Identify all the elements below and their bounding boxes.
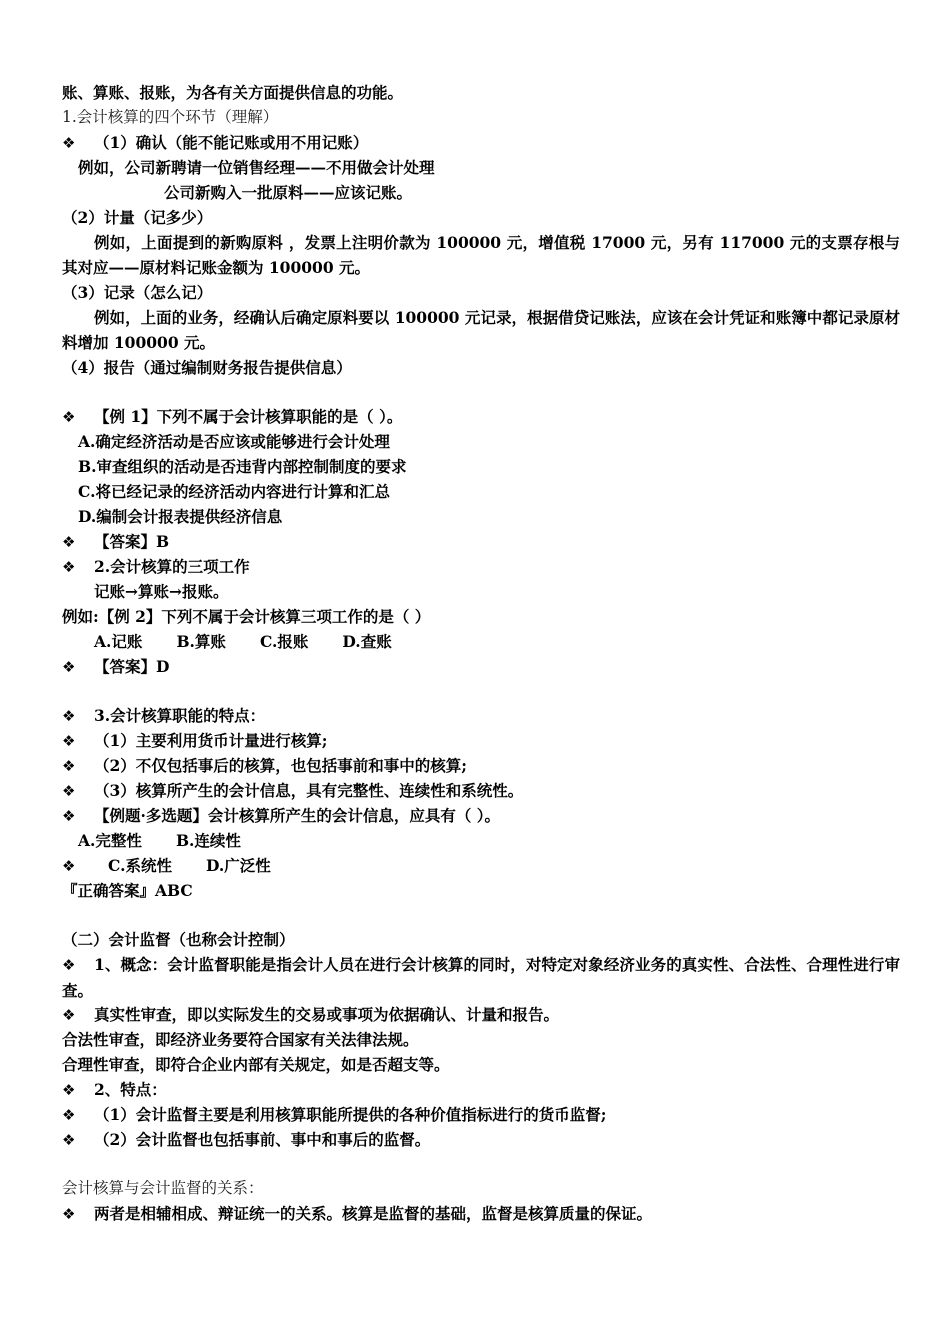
paragraph: 例如，上面提到的新购原料 ，发票上注明价款为 100000 元，增值税 17000 元，另有 117000 元的支票存根与其对应——原材料记账金额为 100000 元。 [62,233,900,277]
option: A.完整性 [78,831,142,850]
option: D.查账 [342,632,392,651]
section-heading: 会计核算与会计监督的关系： [62,1179,264,1197]
paragraph: 例如:【例 2】下列不属于会计核算三项工作的是（ ） [62,607,431,626]
list-item-text: 【例题·多选题】会计核算所产生的会计信息，应具有（ ）。 [94,806,501,825]
paragraph: （4）报告（通过编制财务报告提供信息） [62,358,352,377]
list-item [62,778,900,803]
list-item [62,404,900,429]
list-item [62,654,900,679]
list-item [62,952,900,1003]
list-item-text: 1、概念：会计监督职能是指会计人员在进行会计核算的同时，对特定对象经济业务的真实性、合法性、合理性进行审查。 [62,955,900,1000]
list-item-text: （2）会计监督也包括事前、事中和事后的监督。 [94,1130,431,1149]
option: C.报账 [259,632,309,651]
paragraph: 记账→算账→报账。 [94,582,229,601]
diamond-bullet-icon: ❖ [62,134,76,152]
answer-text: 【答案】D [94,657,170,676]
list-item-text: 2.会计核算的三项工作 [94,557,250,576]
list-item-text: 2、特点： [94,1080,167,1099]
diamond-bullet-icon: ❖ [62,533,76,551]
diamond-bullet-icon: ❖ [62,658,76,676]
diamond-bullet-icon: ❖ [62,956,76,974]
diamond-bullet-icon: ❖ [62,1205,76,1223]
diamond-bullet-icon: ❖ [62,1081,76,1099]
list-item [62,1077,900,1102]
option: B.审查组织的活动是否违背内部控制制度的要求 [78,457,407,476]
paragraph: 账、算账、报账，为各有关方面提供信息的功能。 [62,83,404,102]
list-item-text: （3）核算所产生的会计信息，具有完整性、连续性和系统性。 [94,781,524,800]
list-item [62,554,900,579]
list-item-text: （1）确认（能不能记账或用不用记账） [94,133,369,152]
option: D.编制会计报表提供经济信息 [78,507,283,526]
option: C.系统性 [108,856,172,875]
diamond-bullet-icon: ❖ [62,707,76,725]
diamond-bullet-icon: ❖ [62,782,76,800]
list-item [62,1102,900,1127]
diamond-bullet-icon: ❖ [62,1106,76,1124]
list-item-text: （1）会计监督主要是利用核算职能所提供的各种价值指标进行的货币监督; [94,1105,607,1124]
list-item [62,803,900,828]
list-item-text: （1）主要利用货币计量进行核算; [94,731,328,750]
section-heading: 1.会计核算的四个环节（理解） [62,108,279,126]
diamond-bullet-icon: ❖ [62,1006,76,1024]
diamond-bullet-icon: ❖ [62,1131,76,1149]
option: A.确定经济活动是否应该或能够进行会计处理 [78,432,390,451]
paragraph: 例如，公司新聘请一位销售经理——不用做会计处理 [78,158,435,177]
section-heading: （二）会计监督（也称会计控制） [62,930,295,949]
diamond-bullet-icon: ❖ [62,807,76,825]
list-item [62,753,900,778]
list-item-text: 3.会计核算职能的特点： [94,706,266,725]
list-item-text: 真实性审查，即以实际发生的交易或事项为依据确认、计量和报告。 [94,1005,560,1024]
list-item [62,853,900,878]
list-item-text: 【例 1】下列不属于会计核算职能的是（ ）。 [94,407,403,426]
options-row [78,828,900,853]
diamond-bullet-icon: ❖ [62,857,76,875]
answer-text: 『正确答案』ABC [62,881,193,900]
option: D.广泛性 [205,856,271,875]
option: A.记账 [94,632,143,651]
list-item [62,1127,900,1152]
list-item [62,529,900,554]
paragraph: 合理性审查，即符合企业内部有关规定，如是否超支等。 [62,1055,450,1074]
paragraph: 例如，上面的业务，经确认后确定原料要以 100000 元记录，根据借贷记账法，应该在会计凭证和账簿中都记录原材料增加 100000 元。 [62,308,900,352]
paragraph: （3）记录（怎么记） [62,283,213,302]
list-item [62,728,900,753]
diamond-bullet-icon: ❖ [62,408,76,426]
list-item [62,1201,900,1226]
paragraph: 合法性审查，即经济业务要符合国家有关法律法规。 [62,1030,419,1049]
answer-text: 【答案】B [94,532,170,551]
list-item-text: （2）不仅包括事后的核算，也包括事前和事中的核算; [94,756,468,775]
list-item [62,130,900,155]
list-item [62,703,900,728]
paragraph: （2）计量（记多少） [62,208,213,227]
list-item [62,1002,900,1027]
diamond-bullet-icon: ❖ [62,757,76,775]
paragraph: 公司新购入一批原料——应该记账。 [164,183,413,202]
options-row [94,629,900,654]
option: C.将已经记录的经济活动内容进行计算和汇总 [78,482,390,501]
option: B.连续性 [175,831,241,850]
option: B.算账 [176,632,226,651]
diamond-bullet-icon: ❖ [62,732,76,750]
list-item-text: 两者是相辅相成、辩证统一的关系。核算是监督的基础，监督是核算质量的保证。 [94,1204,653,1223]
diamond-bullet-icon: ❖ [62,558,76,576]
